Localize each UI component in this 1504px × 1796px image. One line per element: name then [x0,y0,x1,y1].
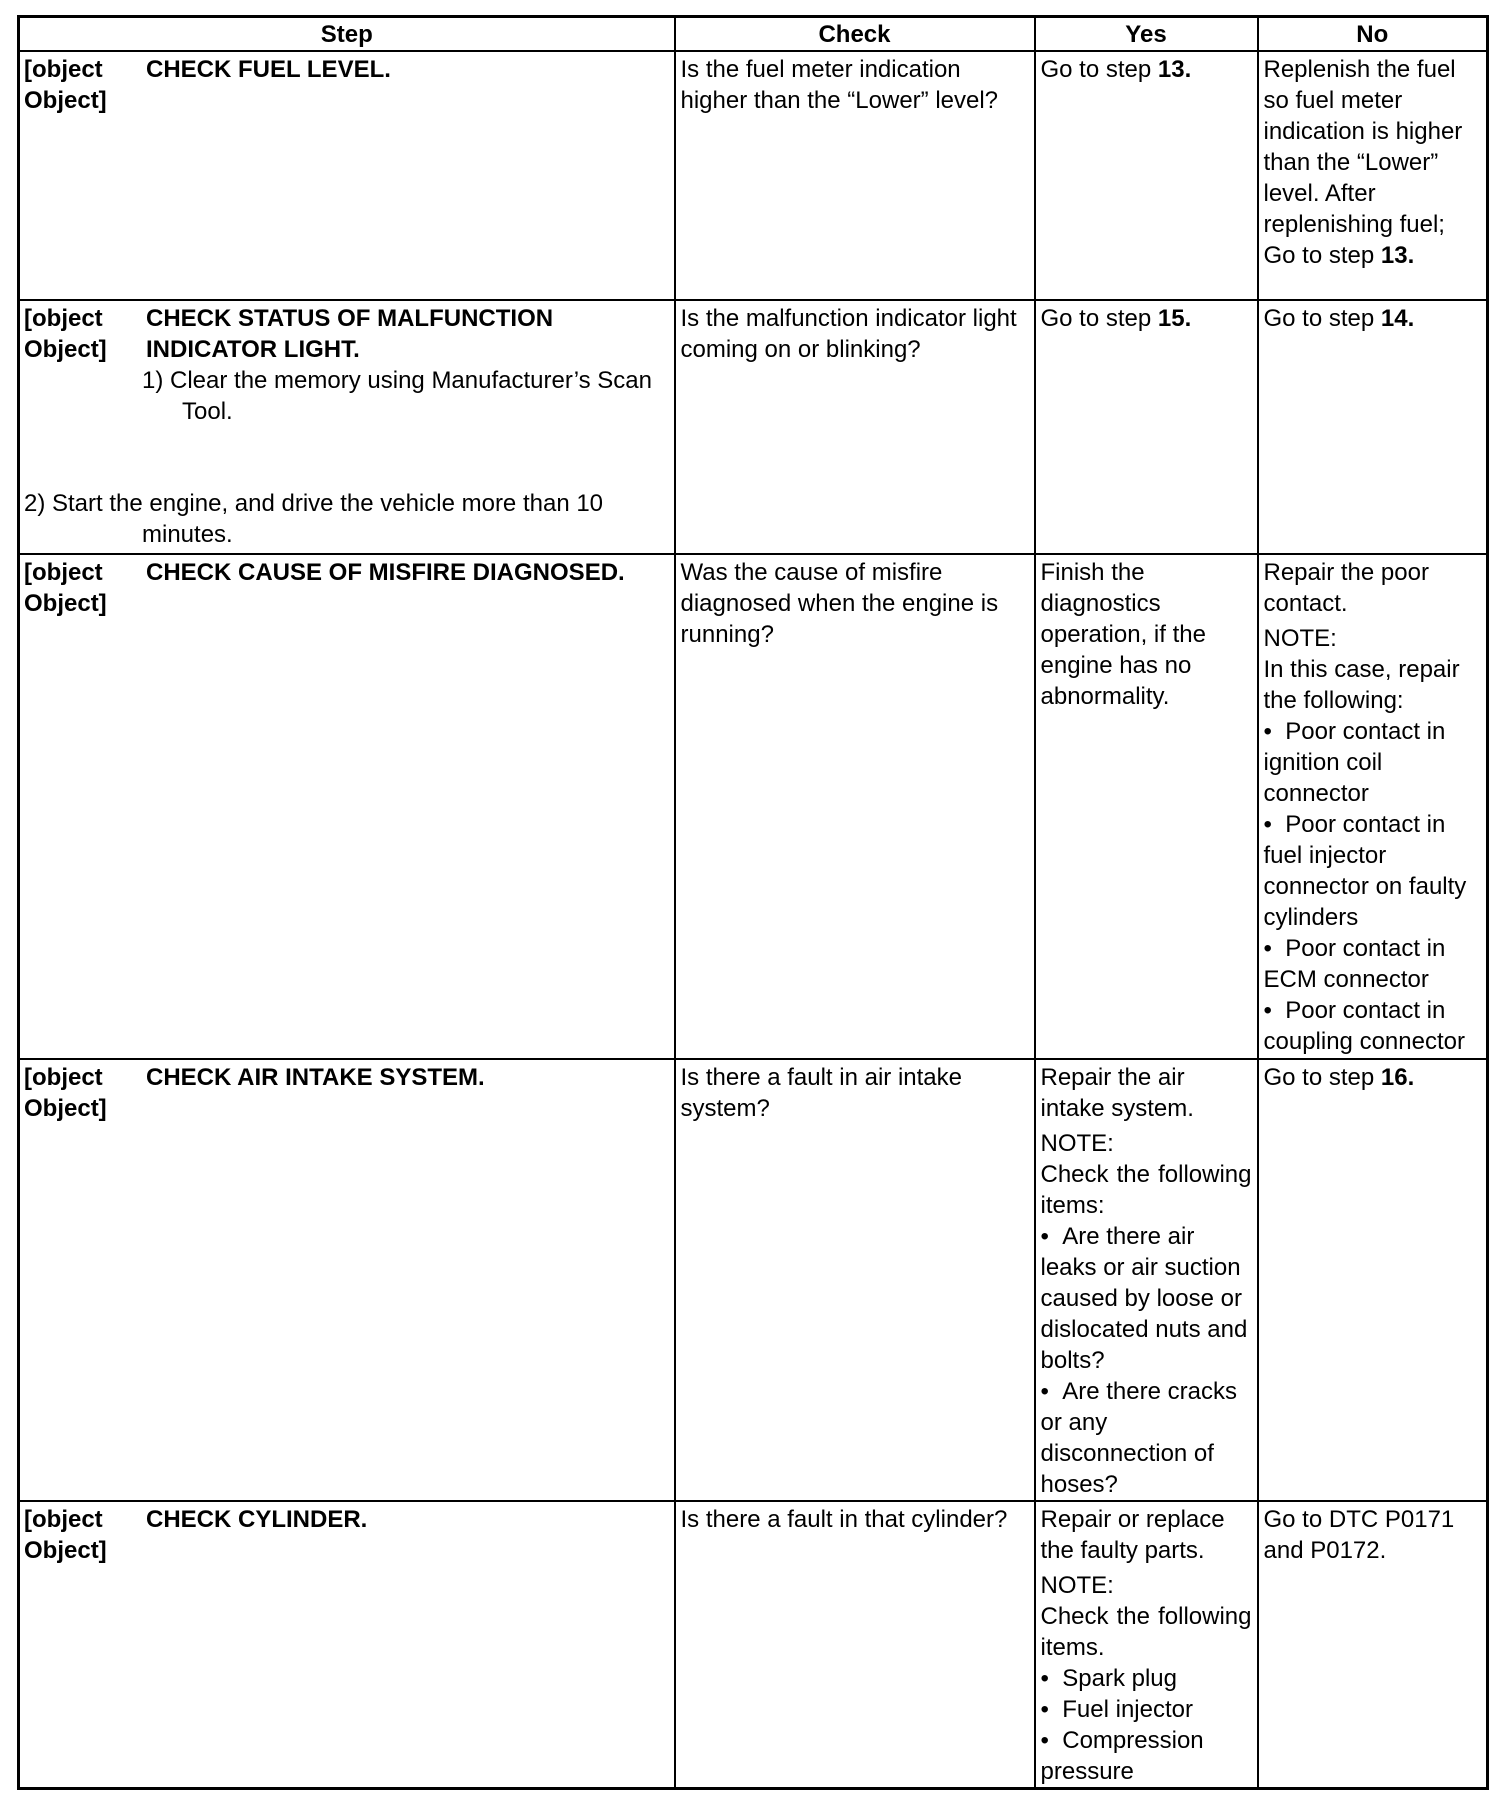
no-cell [1258,554,1488,1059]
yes-text: Repair or replace the faulty parts. [1040,1506,1225,1564]
note-intro: Check the following items: [1040,1161,1252,1219]
check-cell: Was the cause of misfire diagnosed when the engine is running? [675,554,1035,1059]
step-number: [object Object] [24,559,107,617]
table-row [19,51,1488,300]
no-cell [1258,51,1488,300]
substep: 1) Clear the memory using Manufacturer’s Scan Tool. [142,367,652,425]
bullet-item: • Spark plug [1041,1663,1252,1694]
table-row [19,1501,1488,1789]
yes-cell [1035,1059,1258,1501]
substep [24,488,670,550]
step-cell [19,1501,675,1789]
step-ref: 13. [1157,56,1192,83]
bullet-item: • Poor contact in ignition coil connector [1264,716,1482,809]
no-cell: Go to DTC P0171 and P0172. [1258,1501,1488,1789]
yes-cell [1035,1501,1258,1789]
bullet-item: • Poor contact in fuel injector connector on faulty cylinders [1264,809,1482,933]
substeps [142,365,670,427]
header-yes: Yes [1035,17,1258,52]
step-ref: 13. [1380,242,1415,269]
note-intro: Check the following items. [1040,1603,1252,1661]
check-cell: Is the fuel meter indication higher than the “Lower” level? [675,51,1035,300]
step-cell [19,300,675,554]
yes-text: Go to step [1040,305,1158,332]
step-number: [object Object] [24,56,107,114]
bullet-item: • Are there air leaks or air suction caused by loose or dislocated nuts and bolts? [1041,1221,1252,1376]
header-step: Step [19,17,675,52]
no-text: Go to step [1263,1064,1381,1091]
step-cell [19,1059,675,1501]
yes-cell [1035,300,1258,554]
step-number: [object Object] [24,305,107,363]
header-check: Check [675,17,1035,52]
yes-text: Repair the air intake system. [1040,1064,1194,1122]
step-number: [object Object] [24,1064,107,1122]
bullet-item: • Compression pressure [1041,1725,1252,1787]
bullet-item: • Poor contact in coupling connector [1264,995,1482,1057]
diagnostic-table [17,15,1489,1790]
step-title: CHECK STATUS OF MALFUNCTION INDICATOR LIGHT. [146,305,554,363]
substep-text: 2) Start the engine, and drive the vehicle more than 10 minutes. [24,490,604,548]
bullet-item: • Poor contact in ECM connector [1264,933,1482,995]
step-ref: 14. [1380,305,1415,332]
step-cell [19,554,675,1059]
table-row [19,1059,1488,1501]
bullet-item: • Are there cracks or any disconnection of hoses? [1041,1376,1252,1500]
diagnostic-table-page [17,15,1486,1785]
note-label: NOTE: [1040,1572,1114,1599]
step-ref: 15. [1157,305,1192,332]
yes-cell [1035,51,1258,300]
no-text: Repair the poor contact. [1263,559,1429,617]
table-row [19,300,1488,554]
yes-cell: Finish the diagnostics operation, if the engine has no abnormality. [1035,554,1258,1059]
note-label: NOTE: [1263,625,1337,652]
no-text: Replenish the fuel so fuel meter indication is higher than the “Lower” level. After replenishing fuel; Go to step [1263,56,1463,269]
header-no: No [1258,17,1488,52]
bullet-item: • Fuel injector [1041,1694,1252,1725]
note-label: NOTE: [1040,1130,1114,1157]
no-cell [1258,1059,1488,1501]
table-row [19,554,1488,1059]
yes-text: Go to step [1040,56,1158,83]
step-number: [object Object] [24,1506,107,1564]
check-cell: Is there a fault in that cylinder? [675,1501,1035,1789]
table-header-row [19,17,1488,52]
step-cell [19,51,675,300]
step-title: CHECK CYLINDER. [146,1506,368,1533]
note-intro: In this case, repair the following: [1263,656,1460,714]
check-cell: Is the malfunction indicator light coming on or blinking? [675,300,1035,554]
step-title: CHECK AIR INTAKE SYSTEM. [146,1064,485,1091]
no-text: Go to step [1263,305,1381,332]
check-cell: Is there a fault in air intake system? [675,1059,1035,1501]
step-title: CHECK FUEL LEVEL. [146,56,391,83]
step-ref: 16. [1380,1064,1415,1091]
step-title: CHECK CAUSE OF MISFIRE DIAGNOSED. [146,559,625,586]
no-cell [1258,300,1488,554]
